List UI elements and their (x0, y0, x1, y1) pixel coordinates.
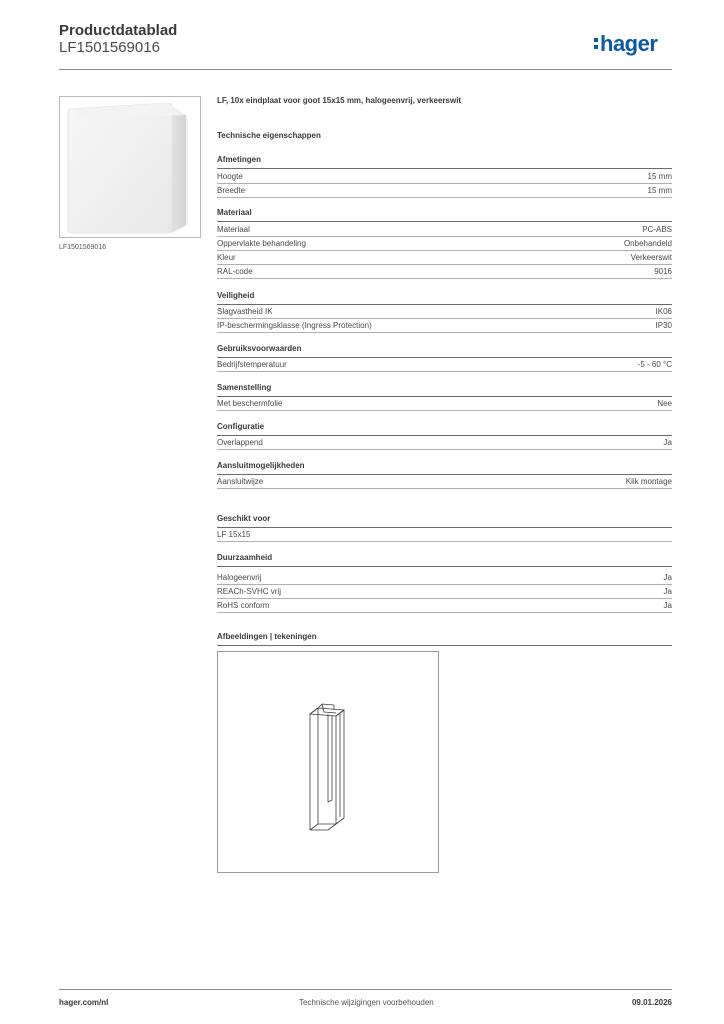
spec-value: Ja (663, 601, 672, 610)
photo-caption: LF1501569016 (59, 244, 107, 251)
spec-key: Aansluitwijze (217, 477, 264, 486)
spec-key: Breedte (217, 186, 246, 195)
spec-key: Halogeenvrij (217, 573, 262, 582)
section-veiligheid-title: Veiligheid (217, 291, 672, 303)
spec-value: Klik montage (625, 477, 672, 486)
spec-row (217, 319, 672, 333)
spec-key: Kleur (217, 253, 236, 262)
spec-value: -5 - 60 °C (637, 360, 672, 369)
spec-row (217, 599, 672, 613)
spec-value: Nee (657, 399, 672, 408)
spec-row (217, 436, 672, 450)
spec-value: IK06 (655, 307, 672, 316)
spec-row (217, 358, 672, 372)
section-aansluit-title: Aansluitmogelijkheden (217, 461, 672, 473)
product-photo (59, 96, 201, 238)
spec-value: Verkeerswit (630, 253, 672, 262)
header-divider (59, 69, 672, 70)
spec-key: Slagvastheid IK (217, 307, 273, 316)
spec-key: RAL-code (217, 267, 253, 276)
spec-value: Ja (663, 587, 672, 596)
footer-website-link[interactable]: hager.com/nl (59, 998, 109, 1007)
spec-key: LF 15x15 (217, 530, 251, 539)
spec-key: RoHS conform (217, 601, 270, 610)
spec-key: IP-beschermingsklasse (Ingress Protection) (217, 321, 372, 330)
spec-value: Onbehandeld (623, 239, 672, 248)
spec-row (217, 528, 672, 542)
spec-value: PC-ABS (642, 225, 672, 234)
spec-key: Materiaal (217, 225, 250, 234)
spec-row (217, 397, 672, 411)
spec-key: Met beschermfolie (217, 399, 283, 408)
technical-heading: Technische eigenschappen (217, 131, 321, 140)
drawings-heading: Afbeeldingen | tekeningen (217, 632, 672, 644)
section-duurzaam-title: Duurzaamheid (217, 553, 672, 565)
spec-key: Hoogte (217, 172, 243, 181)
section-geschikt-title: Geschikt voor (217, 514, 672, 526)
spec-key: Bedrijfstemperatuur (217, 360, 287, 369)
spec-row (217, 571, 672, 585)
spec-row (217, 251, 672, 265)
footer-date: 09.01.2026 (631, 998, 672, 1007)
technical-drawing (217, 651, 439, 873)
section-configuratie-title: Configuratie (217, 422, 672, 434)
spec-row (217, 585, 672, 599)
section-gebruik-title: Gebruiksvoorwaarden (217, 344, 672, 356)
page-title: Productdatablad (59, 22, 178, 39)
spec-row (217, 475, 672, 489)
spec-key: Overlappend (217, 438, 263, 447)
product-code: LF1501569016 (59, 39, 160, 56)
spec-value: Ja (663, 438, 672, 447)
spec-row (217, 237, 672, 251)
product-description: LF, 10x eindplaat voor goot 15x15 mm, halogeenvrij, verkeerswit (217, 96, 462, 105)
spec-row (217, 223, 672, 237)
section-afmetingen-title: Afmetingen (217, 155, 672, 167)
footer-divider (59, 989, 672, 990)
spec-value: 15 mm (647, 172, 672, 181)
spec-row (217, 184, 672, 198)
spec-row (217, 305, 672, 319)
spec-key: REACh-SVHC vrij (217, 587, 282, 596)
spec-value: IP30 (655, 321, 672, 330)
spec-row (217, 265, 672, 279)
section-samenstelling-title: Samenstelling (217, 383, 672, 395)
footer-notice: Technische wijzigingen voorbehouden (299, 998, 434, 1007)
logo-text: hager (600, 31, 658, 56)
spec-row (217, 170, 672, 184)
spec-value: Ja (663, 573, 672, 582)
hager-logo (590, 29, 680, 59)
spec-value: 15 mm (647, 186, 672, 195)
spec-value: 9016 (654, 267, 672, 276)
spec-key: Oppervlakte behandeling (217, 239, 306, 248)
section-materiaal-title: Materiaal (217, 208, 672, 220)
